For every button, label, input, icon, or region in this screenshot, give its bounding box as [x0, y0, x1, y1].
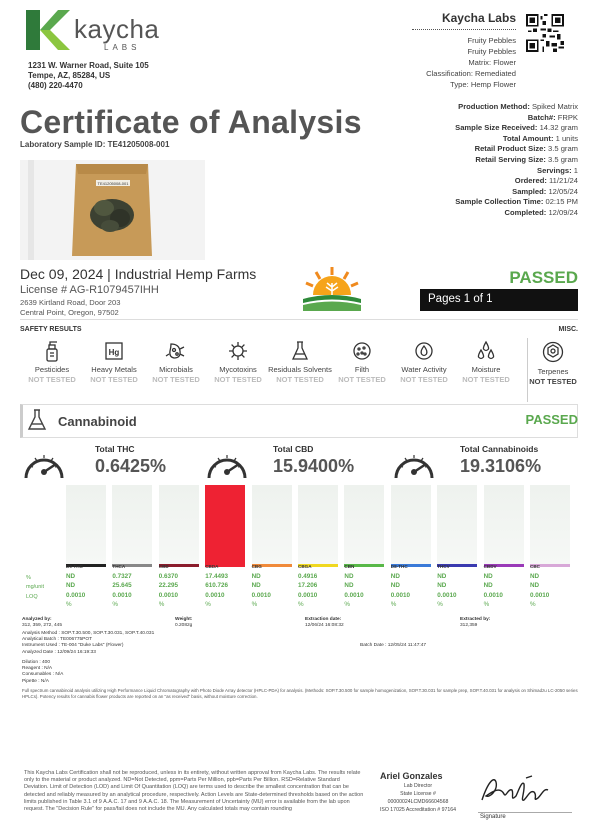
microbe-icon — [165, 340, 187, 362]
value-mg: 22.295 — [158, 582, 179, 590]
gauge-icon — [205, 448, 249, 482]
value-loq: 0.0010 — [205, 591, 225, 599]
extraction-date: Extraction date: 12/06/24 16:08:32 — [305, 617, 344, 629]
bar-thca — [112, 485, 152, 565]
value-column — [112, 572, 131, 610]
value-column — [252, 572, 271, 610]
brand-name: kaycha — [74, 14, 160, 44]
weight: Weight: 0.2082g — [175, 617, 193, 629]
safety-item-filth: Filth NOT TESTED — [330, 340, 394, 384]
column-name: CBG — [251, 564, 262, 569]
analyzed-by: Analyzed by: 312, 359, 272, 445 — [22, 617, 63, 629]
water-activity-icon — [413, 340, 435, 362]
safety-item-microbials: Microbials NOT TESTED — [144, 340, 208, 384]
value-column — [298, 572, 317, 610]
bar-cbda — [205, 485, 245, 565]
bar-cbc — [530, 485, 570, 565]
value-mg: 25.645 — [112, 582, 132, 590]
value-mg: ND — [344, 582, 354, 590]
meta-row: Retail Product Size: 3.5 gram — [474, 144, 578, 154]
value-loq: 0.0010 — [390, 591, 411, 599]
meta-row: Ordered: 11/21/24 — [514, 176, 578, 186]
total-cbd-value: 15.9400% — [273, 456, 355, 476]
meta-row: Sample Collection Time: 02:15 PM — [455, 197, 578, 207]
safety-item-mycotoxins: Mycotoxins NOT TESTED — [206, 340, 270, 384]
value-loq: 0.0010 — [66, 591, 86, 599]
report-date-client: Dec 09, 2024 | Industrial Hemp Farms — [20, 266, 257, 282]
flask-icon — [27, 408, 47, 432]
cannabinoid-bars — [66, 485, 576, 565]
value-column — [391, 572, 410, 610]
product-info: Fruity Pebbles Fruity Pebbles Matrix: Flower Classification: Remediated Type: Hemp Flower — [426, 36, 516, 89]
safety-results — [20, 340, 580, 402]
flask-icon — [289, 340, 311, 362]
value-loq: 0.0010 — [344, 591, 364, 599]
unit: % — [112, 601, 118, 609]
value-loq: 0.0010 — [530, 591, 550, 599]
unit: % — [158, 601, 165, 609]
overall-status: PASSED — [509, 268, 578, 287]
bar-thcv — [437, 485, 477, 565]
bar-cbdv — [484, 485, 524, 565]
value-pct: ND — [251, 573, 261, 580]
unit: % — [251, 601, 258, 609]
column-name: CBC — [530, 564, 540, 569]
unit: % — [483, 601, 490, 609]
lab-name: Kaycha Labs — [441, 11, 516, 25]
bar-cbga — [298, 485, 338, 565]
meta-row: Retail Serving Size: 3.5 gram — [475, 154, 578, 164]
column-name: CBDA — [205, 564, 219, 569]
meta-row: Batch#: FRPK — [527, 112, 578, 122]
client-license: License # AG-R1079457IHH — [20, 284, 159, 296]
value-pct: ND — [530, 573, 540, 580]
column-name: D8-THC — [390, 564, 408, 569]
value-pct: 0.6370 — [158, 573, 179, 580]
signature-line — [478, 812, 572, 813]
value-pct: ND — [483, 573, 493, 580]
signature-label: Signature — [480, 814, 506, 820]
value-column — [66, 572, 85, 610]
value-mg: ND — [483, 582, 493, 590]
safety-item-moisture: Moisture NOT TESTED — [454, 340, 518, 384]
client-address: 2639 Kirtland Road, Door 203 Central Point, Oregon, 97502 — [20, 298, 121, 317]
value-mg: ND — [251, 582, 261, 590]
sample-id: Laboratory Sample ID: TE41205008-001 — [20, 140, 170, 149]
gauge-icon — [392, 448, 436, 482]
virus-icon — [227, 340, 249, 362]
method-note: Full spectrum cannabinoid analysis utilizing High Performance Liquid Chromatography with Photo Diode Array detector (HPLC-PDA) for analysis. (Methods: SOP.T.30.500 for sample homogenization, SOP.T.30.031 for sample prep, SOP.T.40.031 for analysis on Shimadzu LC-2050 series HPLCs). Potency results for cannabis flower products are reported on an "as received" basis, without moisture correction. — [22, 688, 578, 699]
safety-item-water-activity: Water Activity NOT TESTED — [392, 340, 456, 384]
value-pct: ND — [344, 573, 354, 580]
value-loq: 0.0010 — [251, 591, 271, 599]
cannabinoid-status: PASSED — [525, 412, 578, 427]
dilution-block: Dilution : 400 Reagent : N/A Consumables : N/A Pipette : N/A — [22, 660, 64, 684]
value-loq: 0.0010 — [298, 591, 318, 599]
value-pct: 0.4916 — [298, 573, 318, 580]
column-name: D9-THC — [66, 564, 83, 569]
filth-icon — [351, 340, 373, 362]
column-name: THCV — [437, 564, 450, 569]
meta-row: Completed: 12/09/24 — [504, 207, 578, 217]
meta-row: Servings: 1 — [537, 165, 578, 175]
batch-date: Batch Date : 12/05/24 11:47:47 — [360, 643, 427, 648]
meta-row: Sampled: 12/05/24 — [512, 186, 578, 196]
value-column — [205, 572, 228, 610]
value-mg: ND — [390, 582, 400, 590]
row-labels: % mg/unit LOQ — [26, 575, 45, 600]
page-count: Pages 1 of 1 — [420, 289, 578, 311]
value-loq: 0.0010 — [158, 591, 179, 599]
total-cannabinoids-label: Total Cannabinoids — [460, 444, 539, 454]
column-name: CBD — [158, 564, 169, 569]
brand-sub: LABS — [104, 43, 141, 52]
unit: % — [437, 601, 443, 609]
value-pct: ND — [390, 573, 400, 580]
sample-meta — [318, 102, 578, 219]
svg-text:Hg: Hg — [108, 348, 120, 357]
column-name: THCA — [112, 564, 126, 569]
misc-title: MISC. — [558, 326, 578, 333]
safety-results-title: SAFETY RESULTS — [20, 326, 82, 333]
column-name: CBGA — [298, 564, 312, 569]
bag-label: TE41205008-001 — [97, 180, 129, 186]
unit: % — [344, 601, 350, 609]
product-bag-image — [20, 160, 205, 260]
unit: % — [390, 601, 397, 609]
value-loq: 0.0010 — [483, 591, 503, 599]
kaycha-logo-icon — [26, 10, 70, 50]
value-mg: 17.206 — [298, 582, 318, 590]
bar-d9-thc — [66, 485, 106, 565]
meta-row: Total Amount: 1 units — [502, 133, 578, 143]
value-mg: ND — [530, 582, 540, 590]
unit: % — [205, 601, 211, 609]
safety-item-residual-solvents: Residuals Solvents NOT TESTED — [268, 340, 332, 384]
value-mg: ND — [66, 582, 76, 590]
value-mg: ND — [437, 582, 447, 590]
bar-cbg — [252, 485, 292, 565]
mercury-icon — [103, 340, 125, 362]
misc-item-terpenes: Terpenes NOT TESTED — [522, 340, 584, 386]
signer-info: Lab Director State License # 00000024LCMD66604568 ISO 17025 Accreditation # 97164 — [379, 783, 457, 813]
meta-row: Sample Size Received: 14.32 gram — [455, 123, 578, 133]
bar-cbd — [159, 485, 199, 565]
value-column — [437, 572, 456, 610]
value-pct: ND — [437, 573, 447, 580]
meta-row: Production Method: Spiked Matrix — [458, 102, 578, 111]
value-loq: 0.0010 — [112, 591, 132, 599]
divider — [20, 319, 578, 320]
disclaimer: This Kaycha Labs Certification shall not be reproduced, unless in its entirety, without written approval from Kaycha Labs. The results relate only to the material or product analyzed. ND=Not Detected, ppm=Parts Per Million, ppb=Parts Per Billion. RSD=Relative Standard Deviation. Limit of Detection (LOD) and Limit Of Quantitation (LOQ) are terms used to describe the smallest concentration that can be detected and reliably measured by an analytical procedure, respectively. Action Levels are State-determined thresholds based on the action limits published in Table 3.1 of 9 A.A.C. 17 and 9 A.A.C. 18. The Measurement of Uncertainty (MU) error is available from the lab upon request. The "Decision Rule" for pass/fail does not include the MU. Any calculated totals may contain rounding — [24, 770, 364, 813]
value-pct: 17.4493 — [205, 573, 228, 580]
sun-farm-logo-icon — [301, 265, 363, 313]
analysis-method-block: Analysis Method : SOP.T.30.500, SOP.T.30.031, SOP.T.40.031 Analytical Batch : TE006775POT Instrument Used : TE-004 "Duke Labs" (Flower) Analyzed Date : 12/09/24 16:19:33 — [22, 631, 155, 655]
total-thc-value: 0.6425% — [95, 456, 167, 476]
lab-address: 1231 W. Warner Road, Suite 105 Tempe, AZ, 85284, US (480) 220-4470 — [28, 61, 149, 90]
bar-fill — [205, 485, 245, 565]
sample-photo — [20, 160, 205, 260]
unit: % — [530, 601, 536, 609]
signature-image — [478, 772, 558, 808]
value-loq: 0.0010 — [437, 591, 457, 599]
terpenes-icon — [541, 340, 565, 364]
value-column — [530, 572, 549, 610]
safety-item-heavy-metals: Hg Heavy Metals NOT TESTED — [82, 340, 146, 384]
safety-item-pesticides: Pesticides NOT TESTED — [20, 340, 84, 384]
value-mg: 610.726 — [205, 582, 228, 590]
extracted-by: Extracted by: 312,359 — [460, 617, 491, 629]
column-name: CBN — [344, 564, 355, 569]
spray-bottle-icon — [41, 340, 63, 362]
qr-code-icon[interactable] — [526, 14, 564, 52]
page-title: Certificate of Analysis — [20, 104, 362, 140]
value-pct: 0.7327 — [112, 573, 132, 580]
value-pct: ND — [66, 573, 76, 580]
divider — [412, 29, 516, 30]
signer-name: Ariel Gonzales — [380, 771, 443, 781]
moisture-icon — [475, 340, 497, 362]
total-cbd-label: Total CBD — [273, 444, 314, 454]
cannabinoid-title: Cannabinoid — [58, 414, 137, 429]
total-thc-label: Total THC — [95, 444, 135, 454]
bar-d8-thc — [391, 485, 431, 565]
total-cannabinoids-value: 19.3106% — [460, 456, 542, 476]
gauge-icon — [22, 448, 66, 482]
cannabinoid-column-names — [66, 564, 576, 572]
value-column — [344, 572, 363, 610]
bar-cbn — [344, 485, 384, 565]
value-column — [484, 572, 503, 610]
unit: % — [66, 601, 72, 609]
column-name: CBDV — [483, 564, 497, 569]
unit: % — [298, 601, 304, 609]
value-column — [159, 572, 178, 610]
